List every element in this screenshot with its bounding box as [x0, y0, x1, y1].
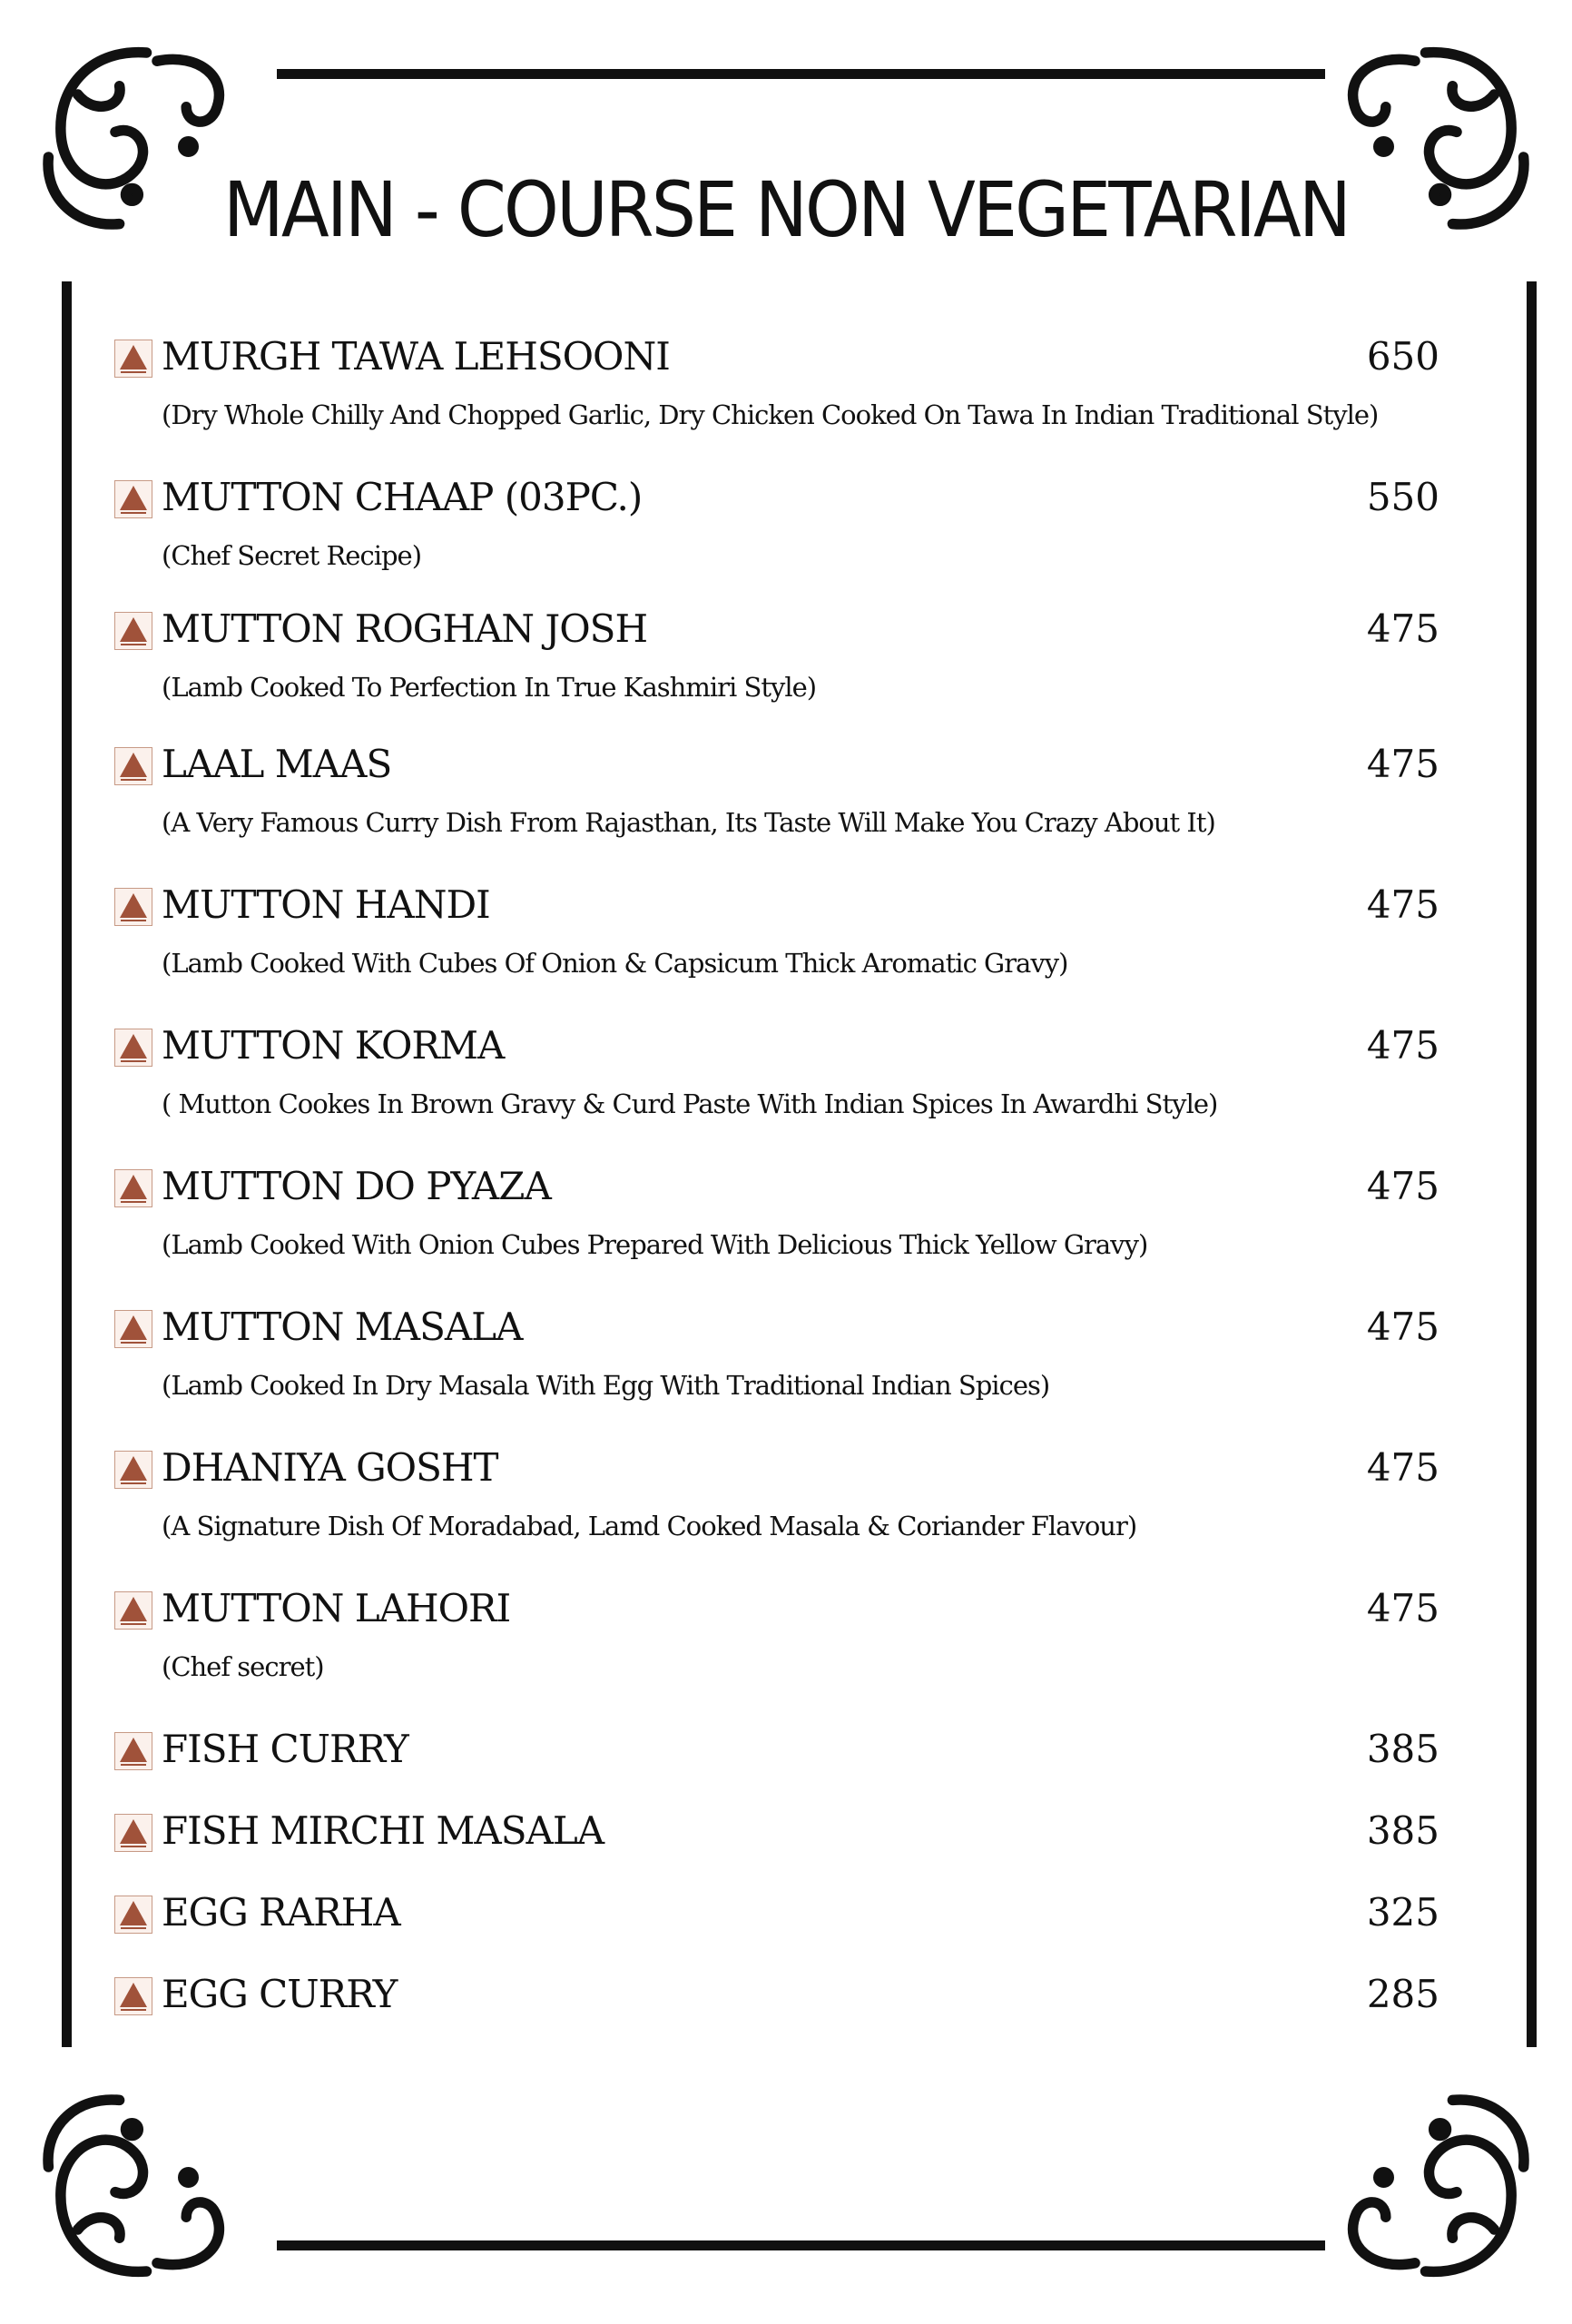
ornament-bottom-right-icon: [1331, 2083, 1540, 2292]
item-name: MUTTON CHAAP (03PC.): [162, 475, 643, 519]
non-veg-triangle-icon: [114, 1591, 152, 1630]
item-price: 475: [1366, 742, 1439, 786]
page-title: MAIN - COURSE NON VEGETARIAN: [222, 165, 1350, 254]
non-veg-triangle-icon: [114, 1814, 152, 1852]
menu-item: [114, 468, 1439, 599]
menu-item: [114, 1965, 1439, 2046]
item-name: MUTTON MASALA: [162, 1305, 523, 1349]
ornament-bottom-left-icon: [32, 2083, 241, 2292]
item-price: 475: [1366, 1586, 1439, 1630]
item-description: (Dry Whole Chilly And Chopped Garlic, Dry Chicken Cooked On Tawa In Indian Traditional Style): [162, 399, 1379, 430]
menu-list: [114, 327, 1439, 2046]
item-price: 475: [1366, 1164, 1439, 1208]
item-name: MUTTON HANDI: [162, 882, 490, 927]
item-name: FISH CURRY: [162, 1727, 408, 1771]
non-veg-triangle-icon: [114, 1451, 152, 1489]
item-price: 475: [1366, 606, 1439, 651]
bottom-divider: [277, 2240, 1325, 2250]
non-veg-triangle-icon: [114, 340, 152, 378]
non-veg-triangle-icon: [114, 1310, 152, 1348]
item-description: (Lamb Cooked With Onion Cubes Prepared With Delicious Thick Yellow Gravy): [162, 1229, 1148, 1260]
menu-item: [114, 1579, 1439, 1719]
item-description: (Lamb Cooked To Perfection In True Kashmiri Style): [162, 672, 817, 703]
item-price: 385: [1366, 1727, 1439, 1771]
item-name: MURGH TAWA LEHSOONI: [162, 334, 670, 379]
item-price: 550: [1366, 475, 1439, 519]
right-border: [1527, 281, 1537, 2047]
non-veg-triangle-icon: [114, 888, 152, 926]
item-description: (Chef Secret Recipe): [162, 540, 422, 571]
item-description: (Lamb Cooked In Dry Masala With Egg With Traditional Indian Spices): [162, 1370, 1050, 1401]
item-name: FISH MIRCHI MASALA: [162, 1808, 604, 1853]
item-name: LAAL MAAS: [162, 742, 392, 786]
item-price: 475: [1366, 1305, 1439, 1349]
menu-item: [114, 1719, 1439, 1801]
item-name: MUTTON KORMA: [162, 1023, 505, 1068]
item-name: MUTTON DO PYAZA: [162, 1164, 551, 1208]
item-description: ( Mutton Cookes In Brown Gravy & Curd Paste With Indian Spices In Awardhi Style): [162, 1088, 1218, 1119]
menu-item: [114, 1157, 1439, 1297]
item-name: MUTTON LAHORI: [162, 1586, 511, 1630]
item-name: DHANIYA GOSHT: [162, 1445, 498, 1490]
non-veg-triangle-icon: [114, 612, 152, 650]
menu-item: [114, 1801, 1439, 1883]
menu-item: [114, 599, 1439, 734]
item-price: 475: [1366, 1023, 1439, 1068]
left-border: [62, 281, 72, 2047]
menu-item: [114, 1016, 1439, 1157]
item-price: 325: [1366, 1890, 1439, 1935]
non-veg-triangle-icon: [114, 1977, 152, 2015]
menu-item: [114, 875, 1439, 1016]
non-veg-triangle-icon: [114, 1896, 152, 1934]
item-name: MUTTON ROGHAN JOSH: [162, 606, 648, 651]
non-veg-triangle-icon: [114, 1029, 152, 1067]
item-description: (A Very Famous Curry Dish From Rajasthan, Its Taste Will Make You Crazy About It): [162, 807, 1215, 838]
non-veg-triangle-icon: [114, 1169, 152, 1207]
item-name: EGG CURRY: [162, 1972, 398, 2016]
item-description: (Chef secret): [162, 1651, 324, 1682]
item-description: (A Signature Dish Of Moradabad, Lamd Cooked Masala & Coriander Flavour): [162, 1511, 1137, 1541]
item-price: 475: [1366, 1445, 1439, 1490]
item-name: EGG RARHA: [162, 1890, 400, 1935]
item-description: (Lamb Cooked With Cubes Of Onion & Capsicum Thick Aromatic Gravy): [162, 948, 1068, 979]
non-veg-triangle-icon: [114, 747, 152, 785]
menu-item: [114, 327, 1439, 468]
item-price: 285: [1366, 1972, 1439, 2016]
item-price: 385: [1366, 1808, 1439, 1853]
item-price: 475: [1366, 882, 1439, 927]
non-veg-triangle-icon: [114, 480, 152, 518]
menu-item: [114, 1883, 1439, 1965]
menu-item: [114, 734, 1439, 875]
item-price: 650: [1366, 334, 1439, 379]
menu-item: [114, 1438, 1439, 1579]
menu-item: [114, 1297, 1439, 1438]
top-divider: [277, 69, 1325, 79]
non-veg-triangle-icon: [114, 1732, 152, 1770]
